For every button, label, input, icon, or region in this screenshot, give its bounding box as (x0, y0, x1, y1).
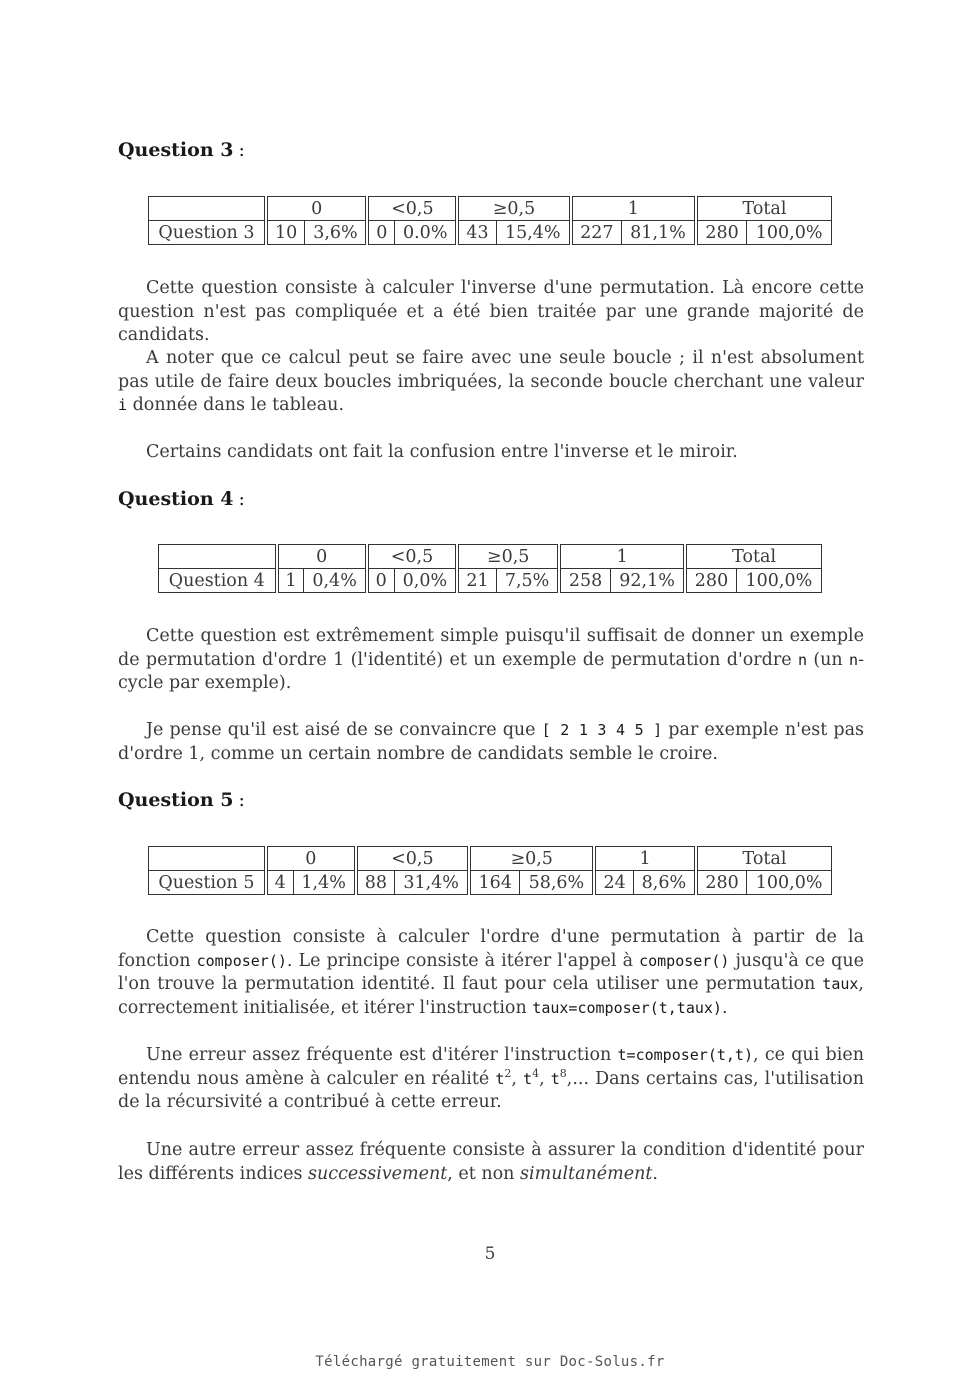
count-cell: 164 (469, 871, 520, 895)
question-3-colon: : (238, 139, 245, 161)
inline-code: taux (822, 975, 859, 993)
percent-cell: 8,6% (633, 871, 696, 895)
text-span: Je pense qu'il est aisé de se convaincre que (146, 720, 542, 740)
header-cell: 1 (594, 847, 696, 871)
page-number: 5 (484, 1244, 496, 1264)
percent-cell: 100,0% (747, 221, 832, 245)
text-span: ,... Dans certains cas, l'utilisation de la récursivité a contribué à cette erreur. (118, 1068, 864, 1112)
question-3-title: Question 3 (118, 139, 234, 161)
question-5-colon: : (238, 789, 245, 811)
table-corner-cell (149, 197, 266, 221)
table-row (149, 871, 832, 895)
percent-cell: 1,4% (293, 871, 356, 895)
text-span: . (721, 997, 728, 1018)
question-3-paragraph-1: Cette question consiste à calculer l'inverse d'une permutation. Là encore cette question n'est pas compliquée et a été bien traitée par une grande majorité de candidats. (118, 278, 864, 345)
count-cell: 24 (594, 871, 633, 895)
text-span: . Le principe consiste à itérer l'appel à (286, 950, 640, 971)
percent-cell: 3,6% (305, 221, 368, 245)
header-cell: <0,5 (356, 847, 469, 871)
question-3-heading (118, 139, 245, 161)
text-span: A noter que ce calcul peut se faire avec une seule boucle ; il n'est absolument pas utile de faire deux boucles imbriquées, la seconde boucle cherchant une valeur (118, 348, 864, 392)
table-row (159, 569, 822, 593)
text-span: Cette question est extrêmement simple puisqu'il suffisait de donner un exemple de permutation d'ordre 1 (l'identité) et un exemple de permutation d'ordre (118, 626, 864, 670)
text-span: jusqu'à ce que l'on trouve la permutation identité. Il faut pour cela utiliser une permutation (118, 950, 864, 994)
percent-cell: 58,6% (520, 871, 594, 895)
percent-cell: 0.0% (395, 221, 458, 245)
inline-code: composer() (196, 951, 287, 970)
footer-download-note: Téléchargé gratuitement sur Doc-Solus.fr (315, 1354, 665, 1370)
emphasis: successivement (308, 1163, 448, 1184)
row-label-cell: Question 5 (149, 871, 266, 895)
percent-cell: 0,0% (394, 569, 457, 593)
text-span: . (652, 1163, 658, 1184)
header-cell: <0,5 (367, 197, 457, 221)
header-cell: ≥0,5 (457, 545, 559, 569)
table-row (149, 221, 832, 245)
percent-cell: 81,1% (622, 221, 696, 245)
inline-code: [ 2 1 3 4 5 ] (541, 721, 663, 739)
header-cell: ≥0,5 (469, 847, 594, 871)
superscript: 2 (504, 1066, 512, 1080)
text-span: (un (806, 649, 850, 670)
question-3-table (148, 196, 832, 245)
count-cell: 280 (685, 569, 736, 593)
header-cell: Total (685, 545, 821, 569)
percent-cell: 92,1% (610, 569, 685, 593)
inline-code: t (550, 1069, 560, 1088)
count-cell: 0 (367, 569, 394, 593)
question-5-paragraph-2 (118, 1044, 864, 1115)
header-cell: 1 (559, 545, 685, 569)
inline-code: t (495, 1069, 505, 1088)
question-4-table (158, 544, 822, 593)
header-cell: Total (696, 197, 832, 221)
header-cell: 0 (266, 847, 356, 871)
count-cell: 280 (696, 871, 747, 895)
question-4-paragraph-2 (118, 719, 864, 766)
question-5-title: Question 5 (118, 789, 234, 811)
table-header-row (159, 545, 822, 569)
text-span: , correctement initialisée, et itérer l'instruction (118, 974, 864, 1018)
percent-cell: 7,5% (496, 569, 559, 593)
header-cell: ≥0,5 (457, 197, 570, 221)
text-span: , ce qui bien entendu nous amène à calculer en réalité (118, 1045, 864, 1089)
text-span: , (539, 1068, 551, 1089)
table-header-row (149, 847, 832, 871)
superscript: 4 (532, 1066, 540, 1080)
table-corner-cell (149, 847, 266, 871)
percent-cell: 100,0% (736, 569, 821, 593)
count-cell: 10 (266, 221, 305, 245)
text-span: , et non (447, 1163, 521, 1184)
question-5-paragraph-3 (118, 1139, 864, 1186)
superscript: 8 (559, 1066, 567, 1080)
header-cell: 0 (277, 545, 367, 569)
table-header-row (149, 197, 832, 221)
header-cell: Total (696, 847, 832, 871)
percent-cell: 0,4% (304, 569, 367, 593)
table-corner-cell (159, 545, 277, 569)
row-label-cell: Question 3 (149, 221, 266, 245)
text-span: par exemple n'est pas d'ordre 1, comme un certain nombre de candidats semble le croire. (118, 720, 864, 764)
question-4-heading (118, 488, 245, 510)
count-cell: 227 (571, 221, 622, 245)
count-cell: 1 (277, 569, 304, 593)
question-4-title: Question 4 (118, 488, 234, 510)
count-cell: 0 (367, 221, 394, 245)
percent-cell: 15,4% (496, 221, 570, 245)
text-span: -cycle par exemple). (118, 649, 864, 693)
percent-cell: 100,0% (747, 871, 832, 895)
count-cell: 258 (559, 569, 610, 593)
text-span: , (511, 1068, 524, 1089)
inline-code: t (523, 1069, 533, 1088)
text-span: Cette question consiste à calculer l'ordre d'une permutation à partir de la fonction (118, 927, 864, 971)
inline-code: t=composer(t,t) (617, 1046, 753, 1064)
inline-code: taux=composer(t,taux) (532, 998, 722, 1017)
question-5-heading (118, 789, 245, 811)
inline-code: n (849, 650, 859, 669)
header-cell: <0,5 (367, 545, 457, 569)
inline-code: n (797, 650, 807, 669)
text-span: Une erreur assez fréquente est d'itérer l'instruction (146, 1045, 618, 1065)
emphasis: simultanément (520, 1163, 653, 1184)
inline-code: composer() (639, 951, 730, 970)
inline-code: i (118, 396, 128, 414)
count-cell: 43 (457, 221, 496, 245)
question-5-paragraph-1 (118, 926, 864, 1020)
count-cell: 88 (356, 871, 395, 895)
header-cell: 1 (571, 197, 696, 221)
percent-cell: 31,4% (395, 871, 469, 895)
question-3-paragraph-2 (118, 347, 864, 418)
question-5-table (148, 846, 832, 895)
text-span: donnée dans le tableau. (127, 395, 345, 415)
question-4-colon: : (238, 488, 245, 510)
header-cell: 0 (266, 197, 368, 221)
text-span: Une autre erreur assez fréquente consiste à assurer la condition d'identité pour les différents indices (118, 1140, 864, 1184)
count-cell: 280 (696, 221, 747, 245)
count-cell: 21 (457, 569, 496, 593)
question-3-paragraph-3: Certains candidats ont fait la confusion entre l'inverse et le miroir. (146, 442, 738, 462)
question-4-paragraph-1 (118, 625, 864, 696)
count-cell: 4 (266, 871, 293, 895)
row-label-cell: Question 4 (159, 569, 277, 593)
